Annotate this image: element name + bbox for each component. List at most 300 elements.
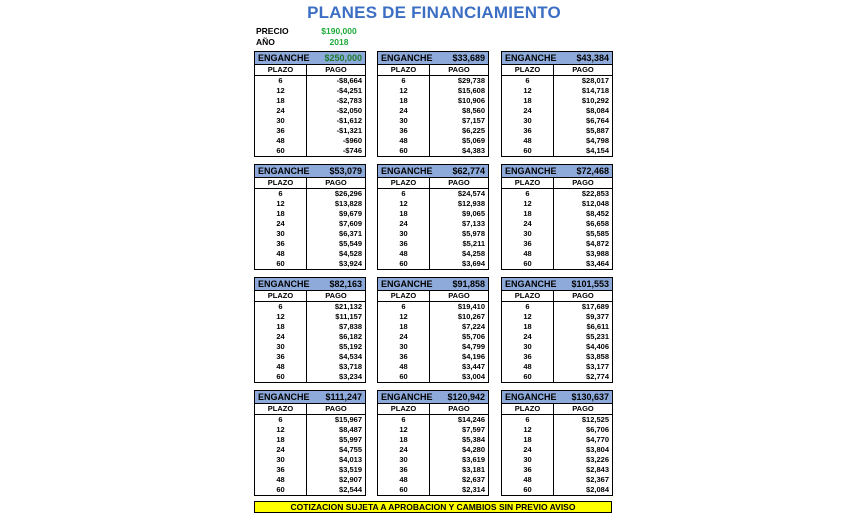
plan-header (502, 165, 612, 178)
table-row (502, 106, 612, 116)
plazo-cell: 30 (378, 229, 430, 239)
plan-header (378, 165, 488, 178)
pago-cell: $13,828 (334, 199, 362, 208)
enganche-label: ENGANCHE (258, 279, 310, 289)
pago-cell: $21,132 (334, 302, 362, 311)
table-row (255, 126, 365, 136)
pago-cell: $6,706 (586, 425, 609, 434)
plazo-cell: 18 (255, 435, 307, 445)
pago-cell: $6,371 (339, 229, 362, 238)
pago-cell: $6,225 (462, 126, 485, 135)
pago-cell: $8,084 (586, 106, 609, 115)
plazo-cell: 12 (502, 86, 554, 96)
plazo-cell: 48 (378, 475, 430, 485)
plazo-cell: 60 (502, 146, 554, 156)
plazo-cell: 18 (502, 209, 554, 219)
table-row (255, 116, 365, 126)
enganche-label: ENGANCHE (505, 166, 557, 176)
table-row (502, 352, 612, 362)
anio-label: AÑO (256, 37, 275, 47)
pago-cell: $3,694 (462, 259, 485, 268)
column-headers (255, 291, 365, 302)
enganche-label: ENGANCHE (381, 392, 433, 402)
table-row (378, 136, 488, 146)
pago-cell: $3,858 (586, 352, 609, 361)
column-headers (255, 178, 365, 189)
plazo-cell: 18 (502, 322, 554, 332)
plazo-header: PLAZO (502, 65, 554, 75)
plazo-cell: 18 (378, 435, 430, 445)
plazo-cell: 36 (502, 239, 554, 249)
plazo-cell: 24 (255, 332, 307, 342)
table-row (255, 362, 365, 372)
table-row (255, 445, 365, 455)
table-row (255, 86, 365, 96)
plazo-cell: 30 (378, 455, 430, 465)
plazo-header: PLAZO (378, 291, 430, 301)
column-headers (255, 65, 365, 76)
pago-cell: $4,383 (462, 146, 485, 155)
table-row (502, 362, 612, 372)
pago-header: PAGO (572, 404, 594, 413)
table-row (378, 146, 488, 156)
column-headers (502, 291, 612, 302)
pago-cell: $2,637 (462, 475, 485, 484)
plazo-cell: 12 (378, 86, 430, 96)
plan-table (377, 277, 489, 383)
pago-cell: $2,907 (339, 475, 362, 484)
pago-cell: $4,755 (339, 445, 362, 454)
enganche-value: $91,858 (452, 279, 485, 289)
pago-header: PAGO (572, 291, 594, 300)
table-row (378, 229, 488, 239)
table-row (378, 189, 488, 199)
table-row (255, 352, 365, 362)
plazo-cell: 24 (255, 219, 307, 229)
plazo-header: PLAZO (378, 65, 430, 75)
pago-cell: $8,452 (586, 209, 609, 218)
pago-cell: $12,938 (457, 199, 485, 208)
pago-cell: $3,924 (339, 259, 362, 268)
plazo-cell: 36 (255, 352, 307, 362)
table-row (502, 199, 612, 209)
table-row (502, 259, 612, 269)
table-row (378, 372, 488, 382)
plazo-cell: 48 (502, 475, 554, 485)
plan-table (254, 390, 366, 496)
plazo-cell: 12 (255, 425, 307, 435)
plazo-cell: 60 (378, 485, 430, 495)
pago-cell: $2,843 (586, 465, 609, 474)
pago-cell: $10,906 (457, 96, 485, 105)
plazo-cell: 24 (502, 219, 554, 229)
plazo-cell: 24 (378, 219, 430, 229)
pago-cell: -$8,664 (336, 76, 362, 85)
pago-cell: $6,611 (586, 322, 609, 331)
table-row (378, 332, 488, 342)
plazo-cell: 60 (255, 259, 307, 269)
plazo-cell: 6 (255, 189, 307, 199)
enganche-value: $250,000 (324, 53, 362, 63)
plazo-cell: 6 (255, 76, 307, 86)
pago-cell: $28,017 (581, 76, 609, 85)
plazo-cell: 18 (255, 322, 307, 332)
plazo-cell: 6 (378, 302, 430, 312)
table-row (378, 352, 488, 362)
pago-cell: $12,525 (581, 415, 609, 424)
table-row (255, 259, 365, 269)
pago-cell: $4,154 (586, 146, 609, 155)
pago-cell: $3,464 (586, 259, 609, 268)
plazo-cell: 24 (255, 445, 307, 455)
plazo-cell: 24 (378, 106, 430, 116)
pago-cell: -$1,321 (336, 126, 362, 135)
enganche-value: $130,637 (571, 392, 609, 402)
plazo-cell: 24 (378, 332, 430, 342)
table-row (502, 455, 612, 465)
pago-header: PAGO (325, 404, 347, 413)
pago-cell: $7,157 (462, 116, 485, 125)
plan-table (501, 164, 613, 270)
enganche-label: ENGANCHE (381, 53, 433, 63)
plan-table (501, 390, 613, 496)
table-row (378, 239, 488, 249)
pago-cell: $5,549 (339, 239, 362, 248)
plazo-cell: 6 (502, 415, 554, 425)
plazo-cell: 30 (502, 229, 554, 239)
plazo-header: PLAZO (255, 291, 307, 301)
pago-cell: $2,774 (586, 372, 609, 381)
pago-cell: $29,738 (457, 76, 485, 85)
column-headers (255, 404, 365, 415)
table-row (502, 219, 612, 229)
table-row (502, 249, 612, 259)
plazo-cell: 12 (502, 425, 554, 435)
pago-cell: $7,838 (339, 322, 362, 331)
plazo-cell: 36 (502, 126, 554, 136)
pago-cell: $4,534 (339, 352, 362, 361)
enganche-label: ENGANCHE (381, 279, 433, 289)
precio-label: PRECIO (256, 26, 289, 36)
table-row (502, 126, 612, 136)
table-row (255, 465, 365, 475)
pago-cell: $5,978 (462, 229, 485, 238)
table-row (502, 229, 612, 239)
plazo-cell: 36 (502, 465, 554, 475)
table-row (378, 342, 488, 352)
plazo-cell: 12 (378, 312, 430, 322)
plan-header (378, 52, 488, 65)
plazo-cell: 6 (378, 415, 430, 425)
plazo-cell: 36 (378, 352, 430, 362)
enganche-label: ENGANCHE (258, 53, 310, 63)
pago-cell: $3,718 (339, 362, 362, 371)
plazo-cell: 30 (255, 342, 307, 352)
plazo-cell: 60 (378, 259, 430, 269)
table-row (378, 116, 488, 126)
table-row (255, 322, 365, 332)
pago-cell: -$2,050 (336, 106, 362, 115)
table-row (255, 96, 365, 106)
enganche-label: ENGANCHE (505, 279, 557, 289)
plazo-cell: 48 (502, 362, 554, 372)
table-row (255, 219, 365, 229)
pago-header: PAGO (325, 291, 347, 300)
pago-cell: $10,267 (457, 312, 485, 321)
pago-cell: $3,619 (462, 455, 485, 464)
pago-cell: $14,718 (581, 86, 609, 95)
plazo-cell: 12 (378, 425, 430, 435)
plazo-cell: 30 (378, 116, 430, 126)
pago-header: PAGO (448, 291, 470, 300)
pago-header: PAGO (325, 65, 347, 74)
plazo-cell: 48 (255, 362, 307, 372)
pago-cell: $3,234 (339, 372, 362, 381)
plan-header (502, 52, 612, 65)
plazo-header: PLAZO (255, 404, 307, 414)
table-row (378, 322, 488, 332)
table-row (378, 219, 488, 229)
pago-cell: $8,487 (339, 425, 362, 434)
enganche-value: $82,163 (329, 279, 362, 289)
pago-cell: $4,770 (586, 435, 609, 444)
table-row (255, 106, 365, 116)
plazo-cell: 36 (502, 352, 554, 362)
plazo-cell: 48 (502, 136, 554, 146)
anio-value: 2018 (329, 37, 349, 47)
table-row (502, 189, 612, 199)
plazo-cell: 60 (255, 485, 307, 495)
pago-cell: -$746 (342, 146, 362, 155)
enganche-label: ENGANCHE (258, 166, 310, 176)
pago-cell: -$1,612 (336, 116, 362, 125)
table-row (378, 415, 488, 425)
pago-cell: $5,887 (586, 126, 609, 135)
table-row (502, 372, 612, 382)
pago-cell: $12,048 (581, 199, 609, 208)
pago-cell: $3,988 (586, 249, 609, 258)
pago-cell: $14,246 (457, 415, 485, 424)
table-row (378, 455, 488, 465)
column-headers (502, 404, 612, 415)
plazo-cell: 60 (502, 485, 554, 495)
plan-header (502, 278, 612, 291)
table-row (502, 96, 612, 106)
plazo-cell: 6 (502, 189, 554, 199)
plan-table (377, 51, 489, 157)
pago-cell: $6,182 (339, 332, 362, 341)
plazo-cell: 48 (255, 475, 307, 485)
table-row (378, 86, 488, 96)
plazo-cell: 36 (378, 465, 430, 475)
plazo-cell: 48 (378, 362, 430, 372)
enganche-label: ENGANCHE (505, 392, 557, 402)
table-row (502, 76, 612, 86)
pago-cell: $7,133 (462, 219, 485, 228)
table-row (378, 126, 488, 136)
plazo-cell: 6 (255, 415, 307, 425)
plazo-cell: 48 (502, 249, 554, 259)
pago-cell: $4,799 (462, 342, 485, 351)
plazo-cell: 36 (255, 239, 307, 249)
plazo-cell: 18 (255, 209, 307, 219)
table-row (502, 116, 612, 126)
pago-cell: -$960 (342, 136, 362, 145)
plazo-cell: 18 (378, 96, 430, 106)
table-row (502, 86, 612, 96)
table-row (378, 259, 488, 269)
plazo-cell: 30 (502, 455, 554, 465)
pago-cell: $3,804 (586, 445, 609, 454)
plazo-header: PLAZO (378, 404, 430, 414)
pago-cell: $2,084 (586, 485, 609, 494)
column-headers (378, 178, 488, 189)
plazo-cell: 60 (502, 372, 554, 382)
plazo-cell: 18 (502, 96, 554, 106)
column-headers (378, 291, 488, 302)
plan-header (255, 52, 365, 65)
table-row (378, 199, 488, 209)
column-headers (502, 65, 612, 76)
table-row (378, 76, 488, 86)
table-row (378, 106, 488, 116)
pago-cell: $7,609 (339, 219, 362, 228)
table-row (255, 435, 365, 445)
pago-cell: $5,231 (586, 332, 609, 341)
table-row (378, 435, 488, 445)
enganche-value: $53,079 (329, 166, 362, 176)
pago-cell: $6,658 (586, 219, 609, 228)
pago-cell: -$2,783 (336, 96, 362, 105)
table-row (502, 239, 612, 249)
plazo-header: PLAZO (255, 178, 307, 188)
table-row (378, 312, 488, 322)
table-row (255, 342, 365, 352)
plazo-cell: 18 (378, 322, 430, 332)
enganche-label: ENGANCHE (505, 53, 557, 63)
pago-cell: $4,258 (462, 249, 485, 258)
plazo-cell: 48 (378, 249, 430, 259)
table-row (502, 332, 612, 342)
table-row (378, 362, 488, 372)
plan-table (501, 277, 613, 383)
pago-cell: $15,608 (457, 86, 485, 95)
plazo-header: PLAZO (502, 404, 554, 414)
table-row (502, 136, 612, 146)
plazo-cell: 6 (502, 76, 554, 86)
plazo-cell: 48 (255, 249, 307, 259)
page-title: PLANES DE FINANCIAMIENTO (307, 3, 561, 22)
pago-cell: $6,764 (586, 116, 609, 125)
enganche-value: $101,553 (571, 279, 609, 289)
plazo-header: PLAZO (378, 178, 430, 188)
table-row (378, 425, 488, 435)
pago-header: PAGO (572, 178, 594, 187)
table-row (255, 415, 365, 425)
plazo-cell: 24 (502, 106, 554, 116)
pago-cell: $5,997 (339, 435, 362, 444)
table-row (378, 302, 488, 312)
table-row (378, 465, 488, 475)
table-row (502, 146, 612, 156)
plazo-cell: 12 (502, 312, 554, 322)
plazo-cell: 30 (255, 229, 307, 239)
table-row (255, 312, 365, 322)
table-row (502, 342, 612, 352)
plazo-cell: 12 (255, 86, 307, 96)
table-row (255, 239, 365, 249)
plazo-cell: 30 (502, 342, 554, 352)
table-row (502, 312, 612, 322)
pago-cell: $2,367 (586, 475, 609, 484)
disclaimer-notice: COTIZACION SUJETA A APROBACION Y CAMBIOS SIN PREVIO AVISO (254, 501, 612, 513)
plan-table (254, 51, 366, 157)
table-row (502, 485, 612, 495)
table-row (255, 209, 365, 219)
pago-cell: $3,004 (462, 372, 485, 381)
table-row (502, 435, 612, 445)
pago-header: PAGO (448, 178, 470, 187)
plan-table (501, 51, 613, 157)
plan-header (255, 165, 365, 178)
plazo-cell: 30 (255, 455, 307, 465)
enganche-value: $72,468 (576, 166, 609, 176)
pago-cell: $5,192 (339, 342, 362, 351)
plazo-cell: 36 (378, 239, 430, 249)
table-row (378, 249, 488, 259)
pago-header: PAGO (325, 178, 347, 187)
pago-header: PAGO (448, 65, 470, 74)
pago-cell: $5,585 (586, 229, 609, 238)
plan-header (255, 278, 365, 291)
table-row (255, 475, 365, 485)
table-row (255, 425, 365, 435)
plazo-cell: 12 (378, 199, 430, 209)
plazo-header: PLAZO (502, 291, 554, 301)
pago-cell: $4,406 (586, 342, 609, 351)
plazo-cell: 12 (255, 312, 307, 322)
pago-cell: $9,065 (462, 209, 485, 218)
pago-cell: $3,519 (339, 465, 362, 474)
table-row (378, 445, 488, 455)
pago-cell: $8,560 (462, 106, 485, 115)
plazo-cell: 30 (255, 116, 307, 126)
pago-cell: $4,196 (462, 352, 485, 361)
plazo-cell: 36 (255, 465, 307, 475)
pago-cell: $19,410 (457, 302, 485, 311)
plazo-cell: 60 (255, 146, 307, 156)
pago-cell: $5,069 (462, 136, 485, 145)
enganche-value: $62,774 (452, 166, 485, 176)
pago-cell: $9,377 (586, 312, 609, 321)
plan-header (378, 278, 488, 291)
table-row (502, 209, 612, 219)
plazo-cell: 6 (378, 189, 430, 199)
pago-cell: $10,292 (581, 96, 609, 105)
pago-cell: $5,706 (462, 332, 485, 341)
pago-cell: $3,181 (462, 465, 485, 474)
column-headers (378, 65, 488, 76)
plan-table (377, 164, 489, 270)
plazo-cell: 18 (255, 96, 307, 106)
plan-header (378, 391, 488, 404)
table-row (502, 465, 612, 475)
pago-cell: $11,157 (335, 312, 362, 321)
plan-table (254, 164, 366, 270)
pago-cell: $26,296 (334, 189, 362, 198)
plazo-cell: 24 (502, 445, 554, 455)
plazo-cell: 18 (502, 435, 554, 445)
